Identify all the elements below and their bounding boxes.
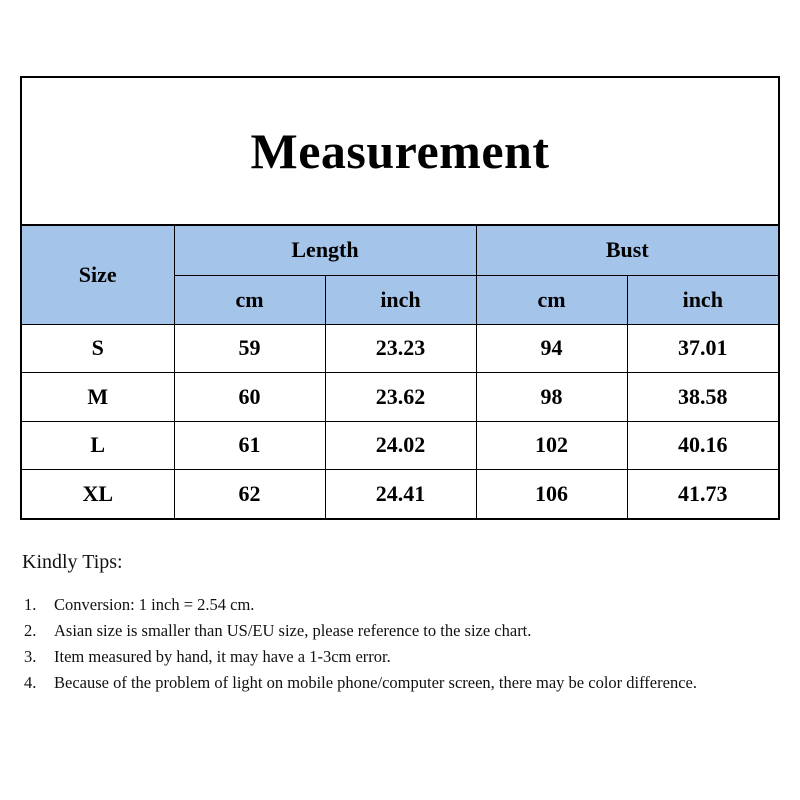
tip-number: 4. [24,673,37,692]
table-header-row [22,226,778,275]
bust-cm-cell: 98 [476,373,627,422]
table-row [22,421,778,470]
tips-title: Kindly Tips: [22,551,123,573]
title-box [22,78,778,226]
length-cm-cell: 62 [174,470,325,519]
table-row [22,373,778,422]
length-cm-cell: 60 [174,373,325,422]
bust-inch-cell: 40.16 [627,421,778,470]
size-cell: L [22,421,174,470]
tip-text: Conversion: 1 inch = 2.54 cm. [54,595,255,614]
size-table [22,226,778,518]
bust-cm-cell: 106 [476,470,627,519]
chart-title: Measurement [250,123,550,179]
length-inch-header: inch [325,275,476,324]
bust-cm-cell: 94 [476,324,627,373]
length-cm-cell: 61 [174,421,325,470]
size-chart [20,76,780,520]
tips-list [22,592,782,696]
size-cell: M [22,373,174,422]
list-item [22,644,782,670]
tip-number: 1. [24,595,37,614]
list-item [22,618,782,644]
length-inch-cell: 23.62 [325,373,476,422]
table-row [22,470,778,519]
table-row [22,324,778,373]
tip-text: Item measured by hand, it may have a 1-3cm error. [54,647,391,666]
bust-inch-cell: 41.73 [627,470,778,519]
bust-cm-header: cm [476,275,627,324]
length-inch-cell: 24.02 [325,421,476,470]
length-group-header: Length [174,226,476,275]
bust-inch-header: inch [627,275,778,324]
length-cm-header: cm [174,275,325,324]
tip-number: 3. [24,647,37,666]
bust-group-header: Bust [476,226,778,275]
kindly-tips [22,551,782,696]
tip-text: Asian size is smaller than US/EU size, please reference to the size chart. [54,621,532,640]
list-item [22,670,782,696]
list-item [22,592,782,618]
size-cell: XL [22,470,174,519]
size-column-header: Size [22,226,174,324]
length-cm-cell: 59 [174,324,325,373]
size-cell: S [22,324,174,373]
bust-cm-cell: 102 [476,421,627,470]
length-inch-cell: 23.23 [325,324,476,373]
bust-inch-cell: 37.01 [627,324,778,373]
length-inch-cell: 24.41 [325,470,476,519]
tip-number: 2. [24,621,37,640]
bust-inch-cell: 38.58 [627,373,778,422]
tip-text: Because of the problem of light on mobile phone/computer screen, there may be color difference. [54,673,697,692]
